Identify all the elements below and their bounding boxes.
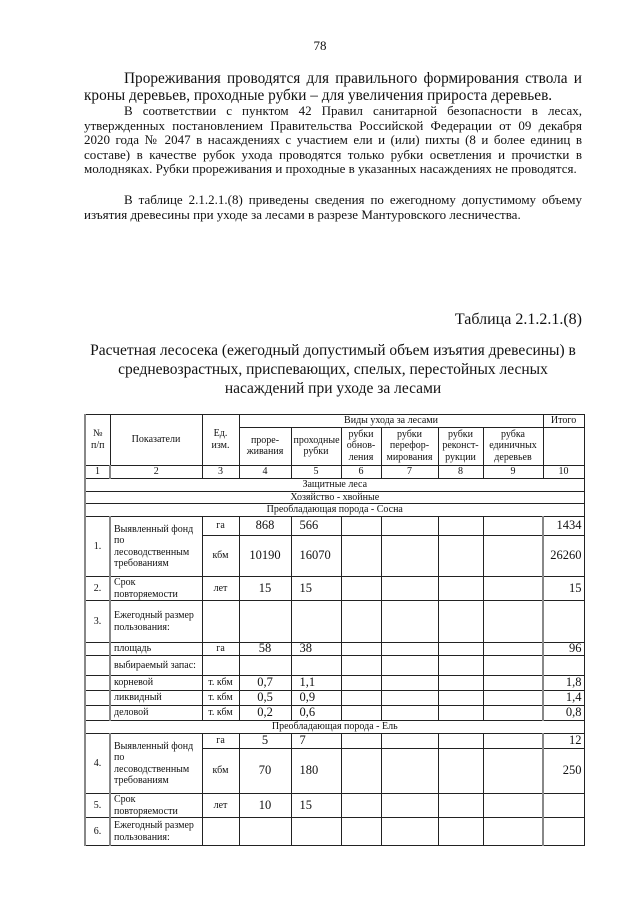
cell-empty [291,601,341,643]
cell-total: 250 [543,749,584,794]
cell-empty [202,818,239,846]
header-unit: Ед. изм. [202,415,239,466]
cell-empty [381,818,438,846]
cell-empty [543,601,584,643]
cell-empty [483,643,543,656]
cell-thinning: 15 [239,577,291,601]
row-label: корневой [110,676,202,691]
table-row [85,794,584,818]
col-number: 3 [202,465,239,478]
row-label: Срок повторяемости [110,577,202,601]
row-num: 3. [85,601,110,643]
header-passage-cuts: проходные рубки [291,427,341,465]
cell-empty [239,818,291,846]
cell-empty [483,577,543,601]
row-unit: кбм [202,749,239,794]
row-unit: кбм [202,536,239,577]
section-protective-forests: Защитные леса [85,478,584,491]
column-number-row [85,465,584,478]
cell-passage: 566 [291,517,341,536]
cell-empty [438,691,483,706]
cell-empty [483,691,543,706]
col-number: 2 [110,465,202,478]
row-label: Ежегодный размер пользования: [110,601,202,643]
cell-empty [438,794,483,818]
cell-empty [85,656,110,676]
cell-empty [202,601,239,643]
header-total: Итого [543,415,584,428]
cell-thinning: 5 [239,734,291,749]
header-thinning: проре-живания [239,427,291,465]
cell-empty [483,706,543,721]
cell-empty [438,601,483,643]
cell-empty [381,577,438,601]
cell-empty [438,643,483,656]
cell-empty [341,734,381,749]
row-unit: лет [202,794,239,818]
section-pine: Преобладающая порода - Сосна [85,504,584,517]
cell-empty [543,818,584,846]
row-num: 6. [85,818,110,846]
cell-thinning: 70 [239,749,291,794]
cell-empty [85,706,110,721]
cell-thinning: 868 [239,517,291,536]
col-number: 6 [341,465,381,478]
cell-total: 12 [543,734,584,749]
cell-passage: 1,1 [291,676,341,691]
table-row [85,734,584,749]
row-label: Выявленный фонд по лесоводственным требованиям [110,517,202,577]
header-num: № п/п [85,415,110,466]
allowable-cut-table [84,414,585,846]
header-renewal-cuts: рубки обнов-ления [341,427,381,465]
row-unit: га [202,517,239,536]
cell-empty [483,734,543,749]
col-number: 5 [291,465,341,478]
row-label: Ежегодный размер пользования: [110,818,202,846]
cell-thinning: 0,5 [239,691,291,706]
cell-empty [483,818,543,846]
cell-total: 15 [543,577,584,601]
cell-empty [381,656,438,676]
header-indicators: Показатели [110,415,202,466]
cell-empty [438,818,483,846]
cell-empty [239,601,291,643]
cell-empty [438,536,483,577]
cell-thinning: 0,7 [239,676,291,691]
cell-empty [381,536,438,577]
table-row [85,643,584,656]
cell-empty [483,794,543,818]
row-label: деловой [110,706,202,721]
cell-empty [483,601,543,643]
cell-empty [438,517,483,536]
cell-empty [341,691,381,706]
table-row [85,818,584,846]
page-number: 78 [313,38,327,53]
paragraph-thinning: Прореживания проводятся для правильного формирования ствола и кроны деревьев, проходные рубки – для увеличения прироста деревьев. [84,70,582,104]
cell-empty [341,577,381,601]
cell-empty [438,676,483,691]
row-unit: т. кбм [202,676,239,691]
section-farm-coniferous: Хозяйство - хвойные [85,491,584,504]
cell-empty [341,818,381,846]
cell-passage: 7 [291,734,341,749]
cell-empty [341,601,381,643]
cell-passage: 15 [291,577,341,601]
cell-empty [85,676,110,691]
cell-empty [381,643,438,656]
cell-empty [438,749,483,794]
col-number: 10 [543,465,584,478]
cell-total: 1,4 [543,691,584,706]
cell-empty [483,749,543,794]
cell-empty [438,577,483,601]
table-row [85,601,584,643]
cell-empty [483,536,543,577]
row-unit: т. кбм [202,691,239,706]
cell-empty [202,656,239,676]
cell-empty [483,676,543,691]
cell-empty [341,656,381,676]
cell-empty [438,706,483,721]
cell-passage: 0,9 [291,691,341,706]
row-num: 1. [85,517,110,577]
cell-passage: 38 [291,643,341,656]
cell-empty [543,656,584,676]
cell-total [543,794,584,818]
cell-total: 0,8 [543,706,584,721]
table-row [85,577,584,601]
header-total-blank [543,427,584,465]
row-num: 2. [85,577,110,601]
cell-empty [341,749,381,794]
cell-empty [341,536,381,577]
cell-empty [483,517,543,536]
cell-passage: 0,6 [291,706,341,721]
header-single-tree-cuts: рубка единичных деревьев [483,427,543,465]
cell-empty [381,691,438,706]
cell-empty [341,643,381,656]
row-label: выбираемый запас: [110,656,202,676]
header-reconstruction-cuts: рубки реконст-рукции [438,427,483,465]
paragraph-table-reference: В таблице 2.1.2.1.(8) приведены сведения по ежегодному допустимому объему изъятия древесины при уходе за лесами в разрезе Мантуровского лесничества. [84,192,582,222]
cell-empty [381,706,438,721]
row-label: Выявленный фонд по лесоводственным требованиям [110,734,202,794]
cell-empty [438,656,483,676]
section-spruce: Преобладающая порода - Ель [85,721,584,734]
col-number: 7 [381,465,438,478]
cell-passage: 15 [291,794,341,818]
row-label: Срок повторяемости [110,794,202,818]
cell-total: 1,8 [543,676,584,691]
cell-empty [341,517,381,536]
cell-total: 26260 [543,536,584,577]
table-row [85,656,584,676]
cell-thinning: 58 [239,643,291,656]
cell-empty [381,734,438,749]
cell-thinning: 10 [239,794,291,818]
cell-passage: 180 [291,749,341,794]
cell-total: 1434 [543,517,584,536]
cell-empty [381,749,438,794]
cell-empty [438,734,483,749]
cell-empty [291,656,341,676]
row-label: площадь [110,643,202,656]
cell-empty [291,818,341,846]
cell-empty [381,676,438,691]
cell-empty [381,601,438,643]
cell-empty [483,656,543,676]
table-row [85,517,584,536]
cell-thinning: 10190 [239,536,291,577]
row-label: ликвидный [110,691,202,706]
col-number: 4 [239,465,291,478]
cell-empty [239,656,291,676]
table-title: Расчетная лесосека (ежегодный допустимый объем изъятия древесины) в средневозрастных, приспевающих, спелых, перестойных лесных насаждений при уходе за лесами [90,342,576,397]
header-reformation-cuts: рубки перефор-мирования [381,427,438,465]
col-number: 1 [85,465,110,478]
table-row [85,691,584,706]
col-number: 9 [483,465,543,478]
cell-empty [85,691,110,706]
table-row [85,706,584,721]
table-row [85,676,584,691]
row-unit: га [202,734,239,749]
cell-empty [381,794,438,818]
row-num: 5. [85,794,110,818]
row-unit: лет [202,577,239,601]
cell-passage: 16070 [291,536,341,577]
cell-thinning: 0,2 [239,706,291,721]
table-caption: Таблица 2.1.2.1.(8) [454,311,582,328]
row-num: 4. [85,734,110,794]
cell-empty [341,676,381,691]
paragraph-sanitary-rules: В соответствии с пунктом 42 Правил санитарной безопасности в лесах, утвержденных постановлением Правительства Российской Федерации от 09 декабря 2020 года № 2047 в насаждениях с участием ели и (или) пихты (8 и более единиц в составе) в качестве рубок ухода проводятся только рубки осветления и прочистки в молодняках. Рубки прореживания и проходные в указанных насаждениях не проводятся. [84,103,582,177]
cell-empty [341,706,381,721]
header-care-types: Виды ухода за лесами [239,415,543,428]
col-number: 8 [438,465,483,478]
cell-empty [381,517,438,536]
cell-total: 96 [543,643,584,656]
row-unit: га [202,643,239,656]
row-unit: т. кбм [202,706,239,721]
cell-empty [85,643,110,656]
cell-empty [341,794,381,818]
